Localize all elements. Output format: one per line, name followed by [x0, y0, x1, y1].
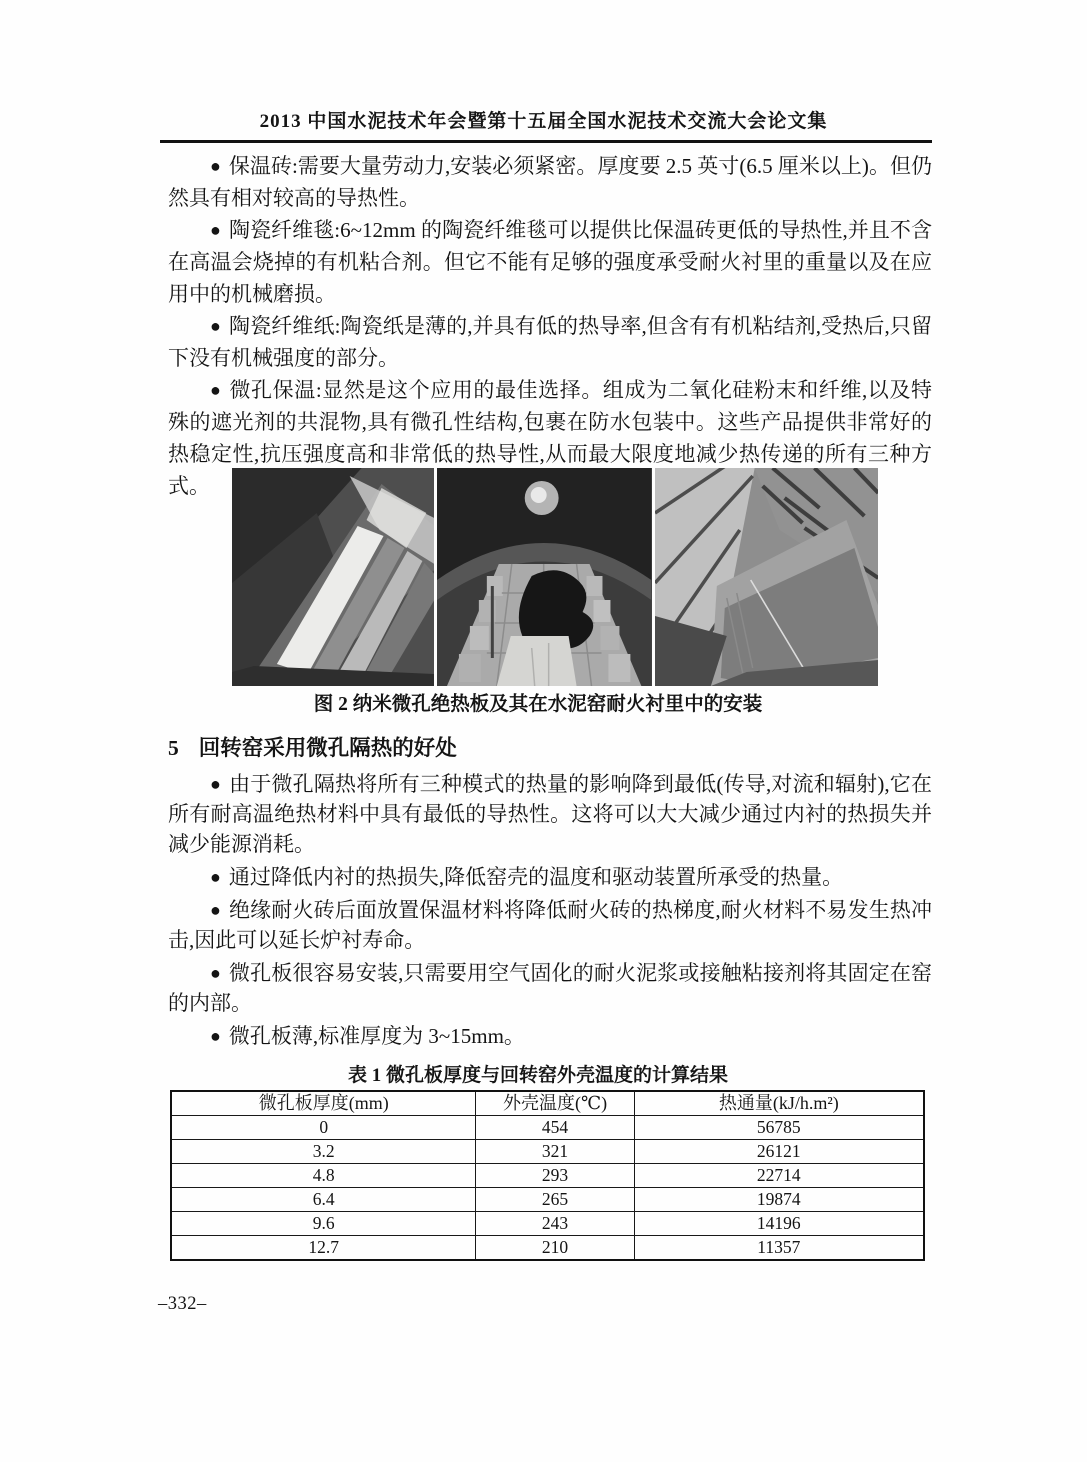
table-cell: 0 [171, 1116, 476, 1140]
paragraph-text: 绝缘耐火砖后面放置保温材料将降低耐火砖的热梯度,耐火材料不易发生热冲击,因此可以延长炉衬寿命。 [168, 898, 932, 952]
bullet-icon: ● [210, 774, 221, 794]
table-row [171, 1116, 924, 1140]
table-row [171, 1212, 924, 1236]
section-title: 回转窑采用微孔隔热的好处 [198, 736, 457, 760]
bullet-icon: ● [210, 900, 221, 920]
photo-refractory-brick-lining [655, 468, 878, 686]
paragraph-text: 通过降低内衬的热损失,降低窑壳的温度和驱动装置所承受的热量。 [228, 865, 844, 889]
table-cell: 14196 [634, 1212, 924, 1236]
bullet-paragraph [168, 769, 932, 859]
table-cell: 454 [476, 1116, 634, 1140]
bullet-icon: ● [210, 867, 221, 887]
paragraph-text: 保温砖:需要大量劳动力,安装必须紧密。厚度要 2.5 英寸(6.5 厘米以上)。但仍然具有相对较高的导热性。 [168, 154, 932, 210]
section5-bullets [168, 769, 932, 1051]
paragraph-text: 微孔板很容易安装,只需要用空气固化的耐火泥浆或接触粘接剂将其固定在窑的内部。 [168, 961, 932, 1015]
table1 [170, 1090, 925, 1261]
page-header: 2013 中国水泥技术年会暨第十五届全国水泥技术交流大会论文集 [259, 111, 828, 132]
bullet-icon: ● [210, 156, 221, 176]
bullet-paragraph [168, 1021, 932, 1051]
bullet-icon: ● [210, 220, 221, 240]
bullet-icon: ● [210, 963, 221, 983]
photo-brick-lining-image [655, 468, 878, 686]
table-cell: 12.7 [171, 1236, 476, 1261]
table-cell: 19874 [634, 1188, 924, 1212]
table-cell: 56785 [634, 1116, 924, 1140]
table-header-cell: 微孔板厚度(mm) [171, 1091, 476, 1116]
paragraph-text: 陶瓷纤维毯:6~12mm 的陶瓷纤维毯可以提供比保温砖更低的导热性,并且不含在高温会烧掉的有机粘合剂。但它不能有足够的强度承受耐火衬里的重量以及在应用中的机械磨损。 [168, 218, 932, 306]
section5 [168, 733, 932, 1054]
table-cell: 9.6 [171, 1212, 476, 1236]
paragraph-text: 微孔保温:显然是这个应用的最佳选择。组成为二氧化硅粉末和纤维,以及特殊的遮光剂的共混物,具有微孔性结构,包裹在防水包装中。这些产品提供非常好的热稳定性,抗压强度高和非常低的热导性,从而最大限度地减少热传递的所有三种方式。 [168, 378, 932, 498]
table-cell: 321 [476, 1140, 634, 1164]
table-cell: 210 [476, 1236, 634, 1261]
bullet-icon: ● [210, 380, 221, 400]
figure2-caption: 图 2 纳米微孔绝热板及其在水泥窑耐火衬里中的安装 [313, 694, 763, 715]
table-row [171, 1164, 924, 1188]
bullet-paragraph [168, 895, 932, 955]
bullet-paragraph [168, 150, 932, 214]
table-cell: 3.2 [171, 1140, 476, 1164]
table-cell: 11357 [634, 1236, 924, 1261]
section-number: 5 [168, 736, 179, 760]
bullet-paragraph [168, 958, 932, 1018]
paragraph-text: 微孔板薄,标准厚度为 3~15mm。 [228, 1024, 525, 1048]
table-cell: 22714 [634, 1164, 924, 1188]
photo-kiln-interior-image [437, 468, 651, 686]
paragraph-text: 陶瓷纤维纸:陶瓷纸是薄的,并具有低的热导率,但含有有机粘结剂,受热后,只留下没有机械强度的部分。 [168, 314, 932, 370]
table-header-cell: 外壳温度(℃) [476, 1091, 634, 1116]
table-header-row [171, 1091, 924, 1116]
table-cell: 265 [476, 1188, 634, 1212]
photo-microporous-boards [232, 468, 434, 686]
table-row [171, 1188, 924, 1212]
page-number: –332– [158, 1294, 207, 1314]
table-row [171, 1140, 924, 1164]
intro-paragraphs [168, 150, 932, 502]
figure2-photos [232, 468, 878, 686]
header-rule [160, 140, 932, 143]
table-cell: 243 [476, 1212, 634, 1236]
table-row [171, 1236, 924, 1261]
photo-microporous-boards-image [232, 468, 434, 686]
table-cell: 6.4 [171, 1188, 476, 1212]
section5-heading [168, 733, 932, 764]
table-cell: 26121 [634, 1140, 924, 1164]
bullet-paragraph [168, 214, 932, 310]
table-header-cell: 热通量(kJ/h.m²) [634, 1091, 924, 1116]
photo-kiln-interior-installation [437, 468, 651, 686]
table-cell: 293 [476, 1164, 634, 1188]
table1-title: 表 1 微孔板厚度与回转窑外壳温度的计算结果 [347, 1065, 728, 1086]
table-cell: 4.8 [171, 1164, 476, 1188]
bullet-paragraph [168, 310, 932, 374]
bullet-paragraph [168, 862, 932, 892]
bullet-icon: ● [210, 316, 221, 336]
bullet-icon: ● [210, 1026, 221, 1046]
paragraph-text: 由于微孔隔热将所有三种模式的热量的影响降到最低(传导,对流和辐射),它在所有耐高温绝热材料中具有最低的导热性。这将可以大大减少通过内衬的热损失并减少能源消耗。 [168, 772, 932, 856]
